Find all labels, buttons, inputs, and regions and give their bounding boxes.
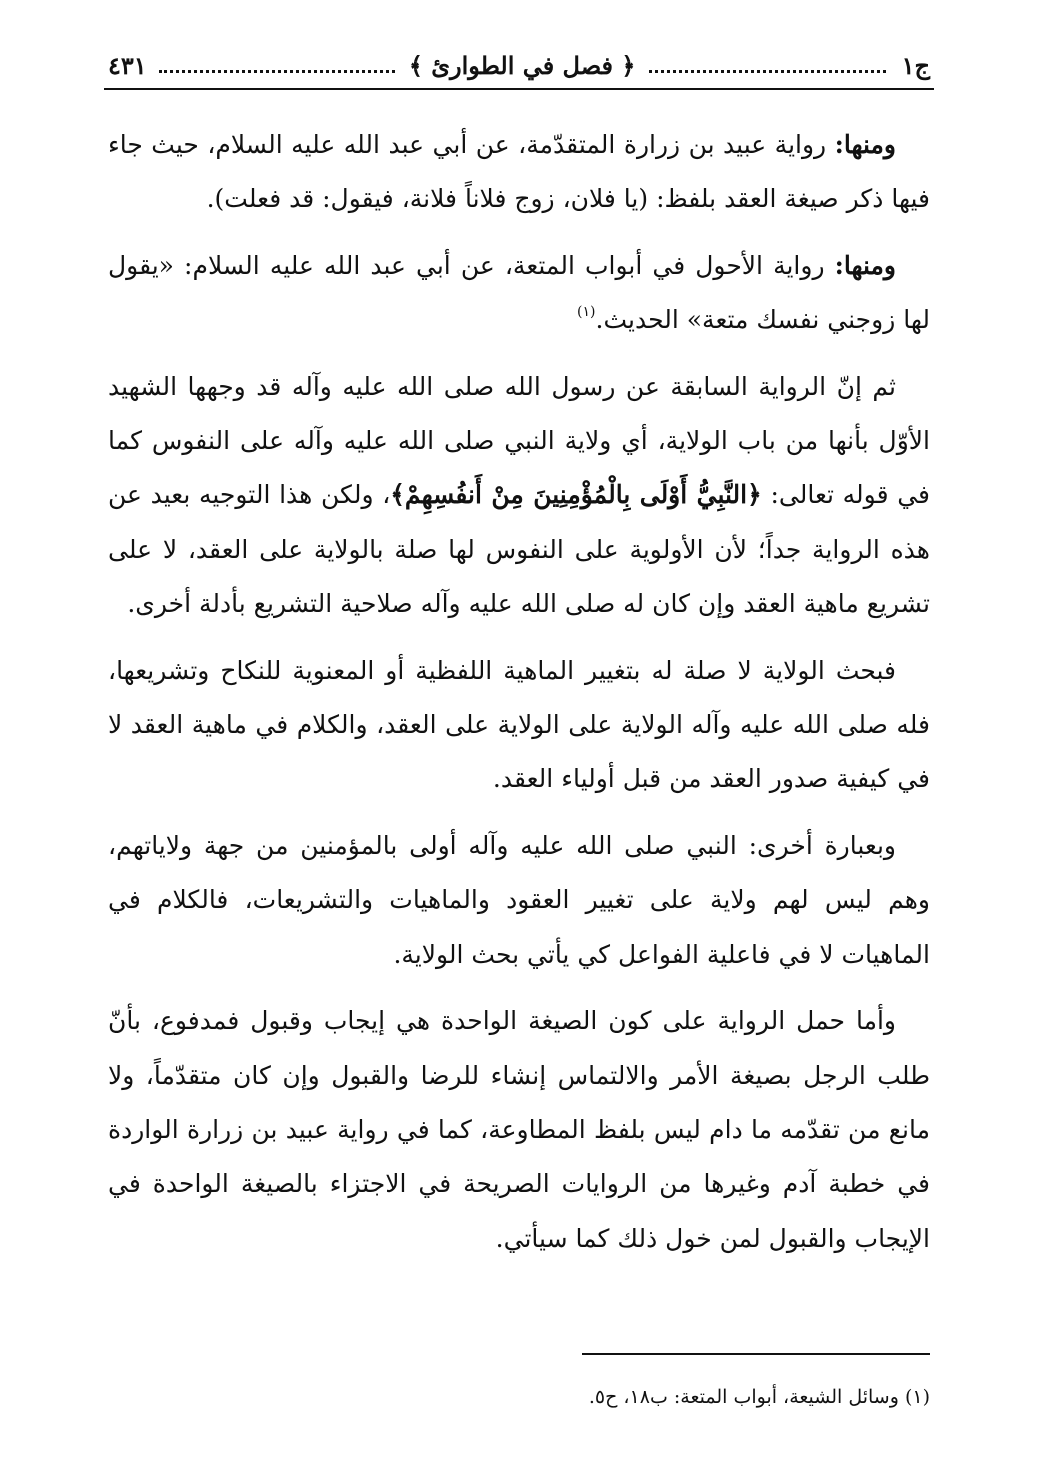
book-page xyxy=(108,40,930,1440)
quran-quote: ﴿النَّبِيُّ أَوْلَى بِالْمُؤْمِنِينَ مِنْ أَنفُسِهِمْ﴾ xyxy=(390,480,762,510)
paragraph-text: ثم إنّ الرواية السابقة عن رسول الله صلى الله عليه وآله قد وجهها الشهيد الأوّل بأنها من باب الولاية، أي ولاية النبي صلى الله عليه وآله على النفوس كما في قوله تعالى: xyxy=(108,371,930,510)
header-rule xyxy=(104,88,934,90)
paragraph-lead: ومنها: xyxy=(834,130,896,159)
paragraph-5 xyxy=(108,819,930,982)
running-head xyxy=(108,40,930,90)
paragraph-text: رواية عبيد بن زرارة المتقدّمة، عن أبي عبد الله عليه السلام، حيث جاء فيها ذكر صيغة العقد بلفظ: (يا فلان، زوج فلاناً فلانة، فيقول: قد فعلت). xyxy=(108,130,930,214)
footnote-rule xyxy=(582,1353,930,1355)
paragraph-4 xyxy=(108,644,930,807)
footnote-1: (١) وسائل الشيعة، أبواب المتعة: ب١٨، ح٥. xyxy=(588,1386,930,1408)
paragraph-2 xyxy=(108,239,930,348)
paragraph-text: رواية الأحول في أبواب المتعة، عن أبي عبد الله عليه السلام: «يقول لها زوجني نفسك متعة» الحديث. xyxy=(108,250,930,335)
paragraph-text: ، ولكن هذا التوجيه بعيد عن هذه الرواية جداً؛ لأن الأولوية على النفوس لها صلة بالولاية على العقد، لا على تشريع ماهية العقد وإن كان له صلى الله عليه وآله صلاحية التشريع بأدلة أخرى. xyxy=(108,480,930,619)
paragraph-1 xyxy=(108,118,930,227)
paragraph-text: وأما حمل الرواية على كون الصيغة الواحدة هي إيجاب وقبول فمدفوع، بأنّ طلب الرجل بصيغة الأمر والالتماس إنشاء للرضا والقبول وإن كان متقدّماً، ولا مانع من تقدّمه ما دام ليس بلفظ المطاوعة، كما في رواية عبيد بن زرارة الواردة في خطبة آدم وغيرها من الروايات الصريحة في الاجتزاء بالصيغة الواحدة في الإيجاب والقبول لمن خول ذلك كما سيأتي. xyxy=(108,1006,930,1253)
leader-dots-left xyxy=(159,70,395,73)
leader-dots-right xyxy=(649,70,885,73)
footnote-reference: (١) xyxy=(577,304,596,321)
paragraph-text: وبعبارة أخرى: النبي صلى الله عليه وآله أولى بالمؤمنين من جهة ولاياتهم، وهم ليس لهم ولاية على تغيير العقود والماهيات والتشريعات، فالكلام في الماهيات لا في فاعلية الفواعل كي يأتي بحث الولاية. xyxy=(108,830,930,969)
paragraph-3 xyxy=(108,360,930,632)
paragraph-lead: ومنها: xyxy=(834,250,896,280)
volume-label: ج١ xyxy=(901,50,930,80)
page-number: ٤٣١ xyxy=(108,50,147,80)
chapter-title: ﴿ فصل في الطوارئ ﴾ xyxy=(408,50,636,80)
paragraph-6 xyxy=(108,994,930,1266)
body-text xyxy=(108,118,930,1278)
paragraph-text: فبحث الولاية لا صلة له بتغيير الماهية اللفظية أو المعنوية للنكاح وتشريعها، فله صلى الله عليه وآله الولاية على الولاية على العقد، والكلام في ماهية العقد لا في كيفية صدور العقد من قبل أولياء العقد. xyxy=(108,655,930,794)
